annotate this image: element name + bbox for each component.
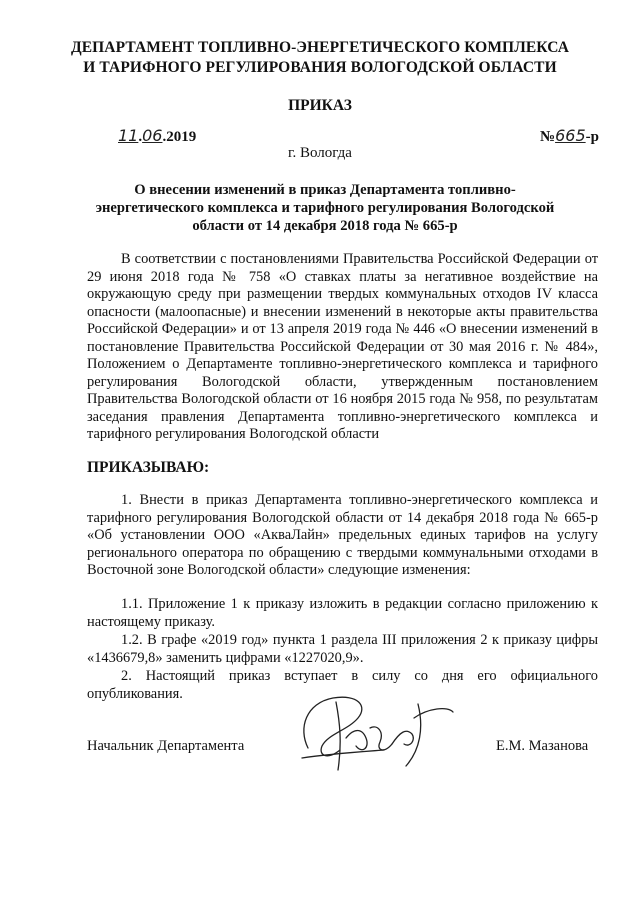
date-day: 11 [118, 126, 139, 145]
handwritten-signature [288, 688, 458, 776]
item-2-paragraph: 2. Настоящий приказ вступает в силу со дня его официального опубликования. [87, 668, 598, 702]
subject-line-1: О внесении изменений в приказ Департамента топливно- [134, 182, 516, 198]
document-number [540, 126, 599, 146]
number-suffix: -р [585, 129, 599, 145]
item-1-2-paragraph: 1.2. В графе «2019 год» пункта 1 раздела III приложения 2 к приказу цифры «1436679,8» заменить цифрами «1227020,9». [87, 632, 598, 666]
date-separator: . [138, 129, 143, 145]
subject-line-2: энергетического комплекса и тарифного регулирования Вологодской [95, 200, 555, 216]
subject-line-3: области от 14 декабря 2018 года № 665-р [192, 218, 458, 234]
document-date [118, 126, 196, 146]
number-prefix: № [540, 129, 556, 145]
department-name-line-2: И ТАРИФНОГО РЕГУЛИРОВАНИЯ ВОЛОГОДСКОЙ ОБЛАСТИ [83, 59, 557, 76]
date-year: .2019 [162, 129, 197, 145]
order-word: ПРИКАЗЫВАЮ: [87, 459, 210, 476]
item-1-1-paragraph: 1.1. Приложение 1 к приказу изложить в редакции согласно приложению к настоящему приказу. [87, 596, 598, 630]
department-name-line-1: ДЕПАРТАМЕНТ ТОПЛИВНО-ЭНЕРГЕТИЧЕСКОГО КОМПЛЕКСА [70, 39, 570, 56]
signatory-name: Е.М. Мазанова [496, 738, 589, 754]
item-1-paragraph: 1. Внести в приказ Департамента топливно-энергетического комплекса и тарифного регулирования Вологодской области от 14 декабря 2018 года № 665-р «Об установлении ООО «АкваЛайн» предельных единых тарифов на услугу регионального оператора по обращению с твердыми коммунальными отходами в Восточной зоне Вологодской области» следующие изменения: [87, 492, 598, 578]
document-city: г. Вологда [288, 145, 352, 161]
number-handwritten: 665 [555, 126, 586, 145]
document-type: ПРИКАЗ [288, 97, 352, 114]
preamble-paragraph: В соответствии с постановлениями Правительства Российской Федерации от 29 июня 2018 года № 758 «О ставках платы за негативное воздействие на окружающую среду при размещении твердых коммунальных отходов IV класса опасности (малоопасные) и внесении изменений в некоторые акты правительства Российской Федерации» и от 13 апреля 2019 года № 446 «О внесении изменений в постановление Правительства Российской Федерации от 30 мая 2016 г. № 484», Положением о Департаменте топливно-энергетического комплекса и тарифного регулирования Вологодской области, утвержденным постановлением Правительства Вологодской области от 16 ноября 2015 года № 958, по результатам заседания правления Департамента топливно-энергетического комплекса и тарифного регулирования Вологодской области [87, 251, 598, 442]
signatory-position: Начальник Департамента [87, 738, 245, 754]
date-month: 06 [142, 126, 163, 145]
